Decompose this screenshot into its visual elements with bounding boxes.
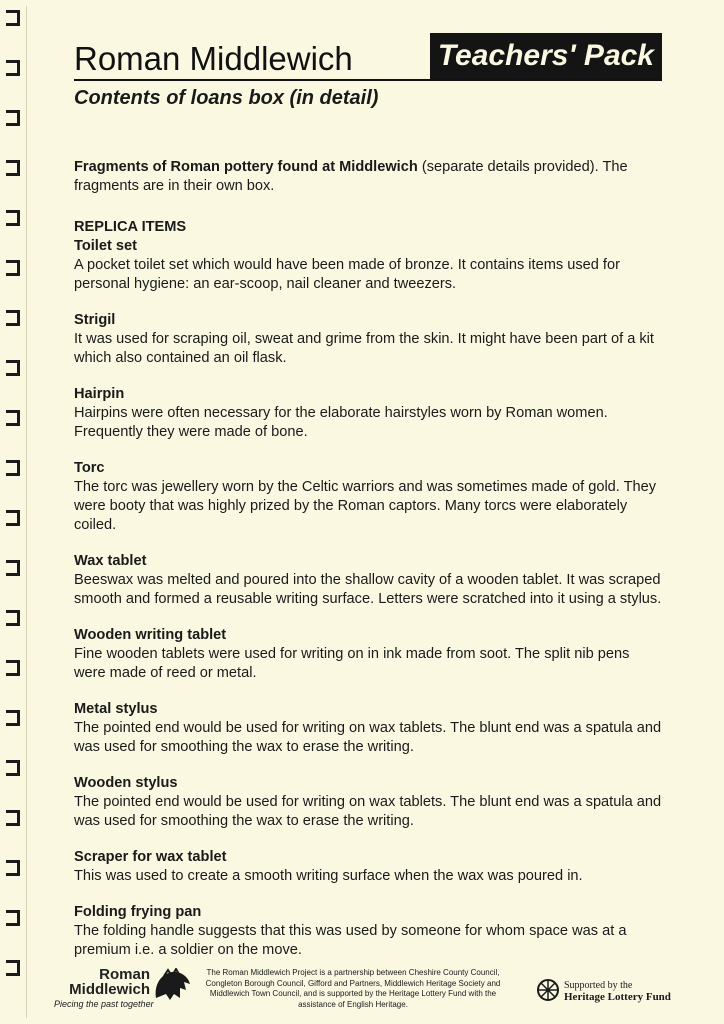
- title-row: [74, 33, 662, 79]
- binding-ring: [6, 710, 20, 726]
- page-subtitle: Contents of loans box (in detail): [74, 87, 379, 109]
- item-description: This was used to create a smooth writing surface when the wax was poured in.: [74, 868, 583, 884]
- logo-line-1: Roman: [99, 966, 150, 983]
- binding-ring: [6, 260, 20, 276]
- hlf-wheel-icon: [536, 978, 560, 1002]
- binding-ring: [6, 110, 20, 126]
- list-item: [74, 626, 662, 683]
- hlf-line-1: Supported by the: [564, 980, 633, 991]
- item-title: Folding frying pan: [74, 904, 202, 920]
- section-heading: REPLICA ITEMS: [74, 219, 187, 235]
- item-title: Wooden writing tablet: [74, 627, 227, 643]
- item-description: Beeswax was melted and poured into the shallow cavity of a wooden tablet. It was scraped smooth and formed a reusable writing surface. Letters were scratched into it using a stylus.: [74, 572, 662, 607]
- binding-ring: [6, 760, 20, 776]
- teachers-pack-badge: Teachers' Pack: [430, 33, 662, 79]
- item-title: Hairpin: [74, 386, 125, 402]
- binding-ring: [6, 510, 20, 526]
- logo-line-2: Middlewich: [69, 981, 150, 998]
- binding-ring: [6, 460, 20, 476]
- intro-paragraph: [74, 158, 662, 196]
- item-title: Toilet set: [74, 238, 137, 254]
- list-item: [74, 459, 662, 535]
- list-item: [74, 903, 662, 960]
- item-title: Wooden stylus: [74, 775, 178, 791]
- item-description: The folding handle suggests that this was used by someone for whom space was at a premium i.e. a soldier on the move.: [74, 923, 627, 958]
- heritage-lottery-fund-logo: [536, 978, 696, 1008]
- item-title: Metal stylus: [74, 701, 158, 717]
- binding-ring: [6, 860, 20, 876]
- title-underline: [74, 79, 662, 81]
- item-description: Hairpins were often necessary for the elaborate hairstyles worn by Roman women. Frequently they were made of bone.: [74, 405, 608, 440]
- binding-ring: [6, 560, 20, 576]
- item-title: Torc: [74, 460, 105, 476]
- item-description: Fine wooden tablets were used for writing on in ink made from soot. The split nib pens were made of reed or metal.: [74, 646, 630, 681]
- page-header: [74, 33, 662, 110]
- roman-helmet-icon: [150, 968, 192, 1002]
- document-body: [74, 158, 662, 977]
- binding-ring: [6, 160, 20, 176]
- binding-ring: [6, 810, 20, 826]
- list-item: [74, 311, 662, 368]
- binding-ring: [6, 610, 20, 626]
- binding-ring: [6, 960, 20, 976]
- item-title: Wax tablet: [74, 553, 147, 569]
- binding-ring: [6, 360, 20, 376]
- binding-ring: [6, 210, 20, 226]
- list-item: [74, 237, 662, 294]
- page-footer: [54, 960, 694, 1016]
- binding-ring: [6, 60, 20, 76]
- item-title: Scraper for wax tablet: [74, 849, 227, 865]
- logo-tagline: Piecing the past together: [54, 999, 154, 1009]
- intro-rest: (separate details provided). The fragments are in their own box.: [74, 159, 628, 194]
- roman-middlewich-logo: [54, 966, 194, 1014]
- item-description: The pointed end would be used for writing on wax tablets. The blunt end was a spatula and was used for smoothing the wax to erase the writing.: [74, 720, 662, 755]
- page-title: Roman Middlewich: [74, 40, 353, 77]
- item-description: It was used for scraping oil, sweat and grime from the skin. It might have been part of a kit which also contained an oil flask.: [74, 331, 654, 366]
- hlf-line-2: Heritage Lottery Fund: [564, 991, 671, 1003]
- item-description: The pointed end would be used for writing on wax tablets. The blunt end was a spatula and was used for smoothing the wax to erase the writing.: [74, 794, 662, 829]
- partnership-note: The Roman Middlewich Project is a partnership between Cheshire County Council, Congleton Borough Council, Gifford and Partners, Middlewich Heritage Society and Middlewich Town Council, and is supported by the Heritage Lottery Fund with the assistance of English Heritage.: [205, 968, 501, 1009]
- item-description: The torc was jewellery worn by the Celtic warriors and was sometimes made of gold. They were booty that was highly prized by the Roman captors. Many torcs were elaborately coiled.: [74, 479, 657, 533]
- binding-ring: [6, 910, 20, 926]
- list-item: [74, 700, 662, 757]
- spiral-binding: [0, 0, 26, 1024]
- list-item: [74, 774, 662, 831]
- list-item: [74, 385, 662, 442]
- item-description: A pocket toilet set which would have been made of bronze. It contains items used for personal hygiene: an ear-scoop, nail cleaner and tweezers.: [74, 257, 620, 292]
- binding-ring: [6, 660, 20, 676]
- binding-ring: [6, 410, 20, 426]
- list-item: [74, 848, 662, 886]
- binding-ring: [6, 310, 20, 326]
- item-title: Strigil: [74, 312, 116, 328]
- binding-ring: [6, 10, 20, 26]
- list-item: [74, 552, 662, 609]
- intro-bold: Fragments of Roman pottery found at Middlewich: [74, 159, 418, 175]
